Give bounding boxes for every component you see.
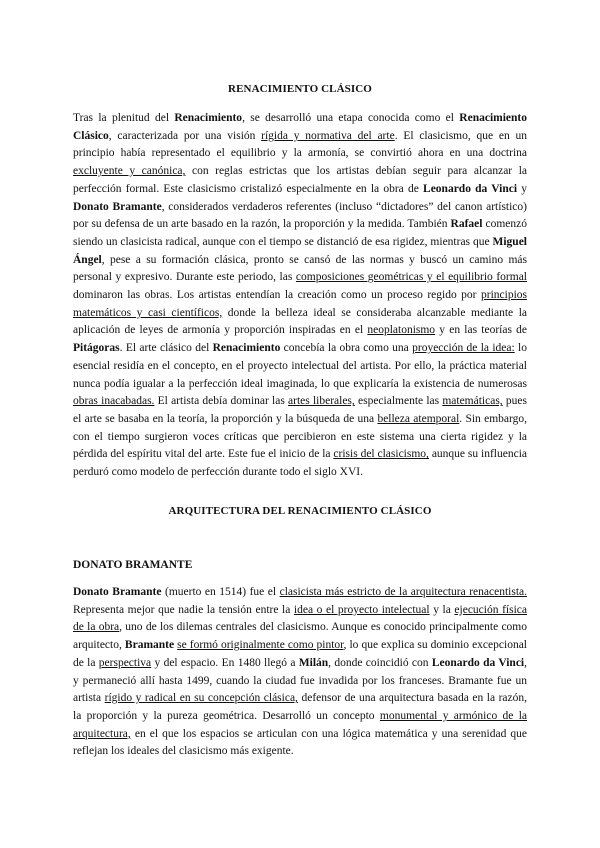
bold-term: Rafael [450,218,483,231]
text-run: y la [429,603,455,616]
text-run: con reglas estrictas que los artistas debían seguir para alcanzar la perfección formal. Este clasicismo cristalizó especialmente en la obra de [73,165,527,195]
underlined-phrase: neoplatonismo [367,324,436,337]
underlined-phrase: obras inacabadas. [73,395,155,408]
underlined-phrase: principios matemáticos y casi científicos, [73,289,527,319]
text-run: El artista debía dominar las [154,395,289,408]
text-run: , caracterizada por una visión [108,129,262,142]
text-run: pues el arte se basaba en la teoría, la proporción y la búsqueda de una [73,395,527,425]
underlined-phrase: clasicista más estricto de la arquitectura renacentista. [279,586,528,598]
bold-term: Renacimiento Clásico [73,112,527,142]
underlined-phrase: idea o el proyecto intelectual [293,603,430,616]
text-run: y del espacio. En 1480 llegó a [151,656,299,669]
section-title-architecture: ARQUITECTURA DEL RENACIMIENTO CLÁSICO [168,505,432,517]
text-run: . El arte clásico del [119,342,213,355]
bramante-paragraph [73,584,527,761]
underlined-phrase: perspectiva [98,656,152,669]
intro-paragraph [73,110,527,482]
underlined-phrase: ejecución física de la obra [73,603,527,634]
underlined-phrase: rígido y radical en su concepción clásica, [104,692,298,705]
text-run: Tras la plenitud del [73,112,175,124]
text-run: especialmente las [354,395,443,408]
text-run: donde la belleza ideal se consideraba alcanzable mediante la aplicación de leyes de armonía y proporción inspiradas en el [73,306,527,337]
underlined-phrase: artes liberales, [288,395,355,408]
underlined-phrase: monumental y armónico de la arquitectura, [73,709,527,740]
bold-term: Milán [298,656,329,669]
underlined-phrase: excluyente y canónica, [73,165,186,178]
text-run: y en las teorías de [435,324,527,337]
underlined-phrase: se formó originalmente como pintor [177,639,344,652]
text-run: concebía la obra como una [280,342,413,355]
underlined-phrase: crisis del clasicismo, [333,448,429,461]
text-run: defensor de una arquitectura basada en la razón, la proporción y la pureza geométrica. Desarrolló un concepto [73,692,527,722]
text-run: (muerto en 1514) fue el [161,586,280,598]
text-run: aunque su influencia perduró como modelo de perfección durante todo el siglo XVI. [73,448,528,479]
bold-term: Renacimiento [212,342,281,355]
text-run: Representa mejor que nadie la tensión entre la [73,603,294,616]
text-run: , lo que explica su dominio excepcional de la [73,639,527,669]
underlined-phrase: proyección de la idea: [412,342,515,355]
bold-term: Miguel Ángel [73,235,527,266]
text-run: . El clasicismo, que en un principio había representado el equilibrio y la armonía, se convirtió ahora en una doctrina [73,129,527,160]
bold-term: Renacimiento [174,112,243,124]
text-run: , y permaneció allí hasta 1499, cuando la ciudad fue invadida por los franceses. Bramante fue un artista [73,656,527,705]
text-run: comenzó siendo un clasicista radical, aunque con el tiempo se distanció de esa rigidez, mientras que [73,218,527,248]
text-run: , pese a su formación clásica, pronto se cansó de las normas y buscó un camino más personal y expresivo. Durante este periodo, las [73,253,527,284]
bold-term: Pitágoras [73,342,120,355]
bold-term: Bramante [124,639,175,652]
text-run: , donde coincidió con [328,656,432,669]
underlined-phrase: composiciones geométricas y el equilibrio formal [295,271,527,284]
heading-donato-bramante: DONATO BRAMANTE [73,559,193,571]
underlined-phrase: belleza atemporal [377,412,460,425]
text-run: lo esencial residía en el concepto, en el proyecto intelectual del artista. Por ello, la práctica material nunca podía igualar a la perfección ideal imaginada, lo que explicaría la existencia de numerosas [73,342,527,390]
text-run: , considerados verdaderos referentes (incluso “dictadores” del canon artístico) por su defensa de un arte basado en la razón, la proporción y la medida. También [73,200,527,231]
page-title: RENACIMIENTO CLÁSICO [228,83,372,95]
text-run: . Sin embargo, con el tiempo surgieron voces críticas que percibieron en este sistema una cierta rigidez y la pérdida del espíritu vital del arte. Este fue el inicio de la [73,412,527,461]
bold-term: Leonardo da Vinci [431,656,525,669]
text-run: y [517,182,527,195]
underlined-phrase: rígida y normativa del arte [261,129,395,142]
text-run: , se desarrolló una etapa conocida como el [242,112,460,124]
text-run: en el que los espacios se articulan con una lógica matemática y una serenidad que reflejan los ideales del clasicismo más exigente. [73,727,527,758]
text-run: , uno de los dilemas centrales del clasicismo. Aunque es conocido principalmente como arquitecto, [73,621,528,652]
bold-term: Donato Bramante [73,200,162,213]
underlined-phrase: matemáticas, [442,395,503,408]
bold-term: Donato Bramante [73,586,162,598]
bold-term: Leonardo da Vinci [423,182,518,195]
text-run: dominaron las obras. Los artistas entendían la creación como un proceso regido por [73,289,481,302]
